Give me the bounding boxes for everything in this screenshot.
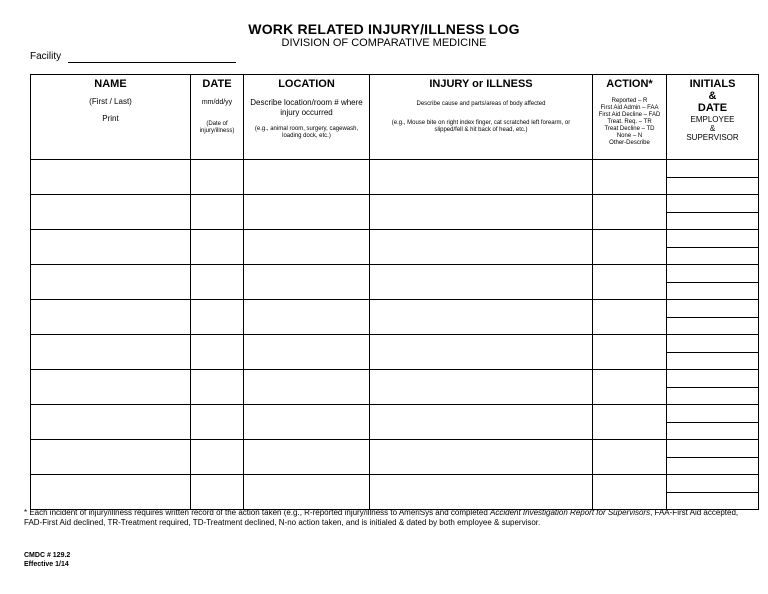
action-cell[interactable] xyxy=(593,370,667,405)
location-cell[interactable] xyxy=(244,405,370,440)
initials-header-sub3: SUPERVISOR xyxy=(686,133,739,142)
injury-cell[interactable] xyxy=(370,230,593,265)
form-info xyxy=(24,551,70,569)
name-cell[interactable] xyxy=(31,475,191,510)
name-cell[interactable] xyxy=(31,440,191,475)
date-header xyxy=(191,75,244,160)
injury-cell[interactable] xyxy=(370,335,593,370)
injury-cell[interactable] xyxy=(370,300,593,335)
employee-initials-field[interactable] xyxy=(667,230,758,248)
location-cell[interactable] xyxy=(244,300,370,335)
employee-initials-field[interactable] xyxy=(667,405,758,423)
action-code: Treat. Req. – TR xyxy=(607,119,652,125)
action-code: First Aid Decline – FAD xyxy=(598,112,661,118)
location-cell[interactable] xyxy=(244,195,370,230)
location-cell[interactable] xyxy=(244,265,370,300)
form-number: CMDC # 129.2 xyxy=(24,552,71,559)
date-cell[interactable] xyxy=(191,160,244,195)
log-entry-row xyxy=(31,475,759,510)
initials-split xyxy=(667,335,758,369)
supervisor-initials-field[interactable] xyxy=(667,493,758,510)
name-cell[interactable] xyxy=(31,370,191,405)
action-header xyxy=(593,75,667,160)
initials-split xyxy=(667,475,758,509)
log-body xyxy=(31,160,759,510)
action-code-list xyxy=(593,98,666,147)
initials-cell xyxy=(667,335,759,370)
log-entry-row xyxy=(31,300,759,335)
initials-cell xyxy=(667,230,759,265)
initials-split xyxy=(667,160,758,194)
name-cell[interactable] xyxy=(31,265,191,300)
date-cell[interactable] xyxy=(191,440,244,475)
location-header-sub1: Describe location/room # where injury occurred xyxy=(250,98,363,117)
initials-cell xyxy=(667,195,759,230)
initials-split xyxy=(667,440,758,474)
supervisor-initials-field[interactable] xyxy=(667,353,758,370)
location-cell[interactable] xyxy=(244,370,370,405)
location-cell[interactable] xyxy=(244,475,370,510)
injury-cell[interactable] xyxy=(370,370,593,405)
location-cell[interactable] xyxy=(244,335,370,370)
supervisor-initials-field[interactable] xyxy=(667,178,758,195)
initials-split xyxy=(667,300,758,334)
action-cell[interactable] xyxy=(593,335,667,370)
date-cell[interactable] xyxy=(191,475,244,510)
action-cell[interactable] xyxy=(593,195,667,230)
location-cell[interactable] xyxy=(244,230,370,265)
date-cell[interactable] xyxy=(191,335,244,370)
employee-initials-field[interactable] xyxy=(667,300,758,318)
action-header-title: ACTION* xyxy=(606,78,653,90)
initials-header-title1: INITIALS xyxy=(689,78,736,90)
supervisor-initials-field[interactable] xyxy=(667,423,758,440)
date-cell[interactable] xyxy=(191,265,244,300)
location-header-title: LOCATION xyxy=(278,78,335,90)
date-cell[interactable] xyxy=(191,230,244,265)
action-cell[interactable] xyxy=(593,300,667,335)
injury-header-title: INJURY or ILLNESS xyxy=(429,78,533,90)
date-cell[interactable] xyxy=(191,195,244,230)
action-cell[interactable] xyxy=(593,230,667,265)
employee-initials-field[interactable] xyxy=(667,335,758,353)
employee-initials-field[interactable] xyxy=(667,195,758,213)
action-cell[interactable] xyxy=(593,405,667,440)
injury-cell[interactable] xyxy=(370,195,593,230)
initials-split xyxy=(667,230,758,264)
footnote-text: , FAA-First Aid accepted, FAD-First Aid declined, TR-Treatment required, TD-Treatment declined, N-no action taken, and is initialed & dated by both employee & supervisor. xyxy=(24,508,739,527)
form-subtitle: DIVISION OF COMPARATIVE MEDICINE xyxy=(281,37,487,49)
action-code: Treat Decline – TD xyxy=(604,126,655,132)
initials-cell xyxy=(667,300,759,335)
supervisor-initials-field[interactable] xyxy=(667,213,758,230)
employee-initials-field[interactable] xyxy=(667,160,758,178)
injury-cell[interactable] xyxy=(370,160,593,195)
action-code: None – N xyxy=(616,133,643,139)
supervisor-initials-field[interactable] xyxy=(667,283,758,300)
name-cell[interactable] xyxy=(31,405,191,440)
location-header xyxy=(244,75,370,160)
name-cell[interactable] xyxy=(31,160,191,195)
log-entry-row xyxy=(31,265,759,300)
header-row xyxy=(31,75,759,160)
log-entry-row xyxy=(31,370,759,405)
initials-split xyxy=(667,370,758,404)
action-code: Reported – R xyxy=(611,98,648,104)
name-header-title: NAME xyxy=(94,78,127,90)
location-cell[interactable] xyxy=(244,440,370,475)
initials-split xyxy=(667,405,758,439)
initials-header-sub2: & xyxy=(709,124,716,133)
initials-header-sub1: EMPLOYEE xyxy=(690,115,735,124)
action-code: First Aid Admin – FAA xyxy=(600,105,659,111)
initials-header-title2: & xyxy=(708,90,717,102)
form-effective-date: Effective 1/14 xyxy=(24,561,69,568)
date-cell[interactable] xyxy=(191,405,244,440)
action-cell[interactable] xyxy=(593,160,667,195)
initials-header-title3: DATE xyxy=(697,102,728,114)
initials-split xyxy=(667,195,758,229)
date-cell[interactable] xyxy=(191,370,244,405)
log-entry-row xyxy=(31,230,759,265)
action-cell[interactable] xyxy=(593,475,667,510)
name-cell[interactable] xyxy=(31,300,191,335)
supervisor-initials-field[interactable] xyxy=(667,318,758,335)
name-cell[interactable] xyxy=(31,230,191,265)
date-cell[interactable] xyxy=(191,300,244,335)
facility-field[interactable] xyxy=(68,62,236,63)
action-code: Other-Describe xyxy=(609,140,650,146)
location-header-sub2: (e.g., animal room, surgery, cagewash, loading dock, etc.) xyxy=(254,126,359,139)
supervisor-initials-field[interactable] xyxy=(667,388,758,405)
facility-label: Facility xyxy=(30,51,62,62)
form-title: WORK RELATED INJURY/ILLNESS LOG xyxy=(248,21,520,37)
initials-cell xyxy=(667,370,759,405)
name-cell[interactable] xyxy=(31,195,191,230)
footnote-text: * Each incident of injury/illness requires written record of the action taken (e.g., R-reported injury/illness to AmeriSys and completed xyxy=(24,508,490,517)
injury-log-table xyxy=(30,74,759,510)
date-header-title: DATE xyxy=(202,78,232,90)
initials-cell xyxy=(667,160,759,195)
injury-header xyxy=(370,75,593,160)
log-entry-row xyxy=(31,440,759,475)
log-entry-row xyxy=(31,335,759,370)
employee-initials-field[interactable] xyxy=(667,475,758,493)
initials-cell xyxy=(667,475,759,510)
initials-cell xyxy=(667,265,759,300)
name-cell[interactable] xyxy=(31,335,191,370)
location-cell[interactable] xyxy=(244,160,370,195)
supervisor-initials-field[interactable] xyxy=(667,248,758,265)
name-header-sub2: Print xyxy=(102,114,119,123)
footnote xyxy=(24,508,754,528)
name-header xyxy=(31,75,191,160)
injury-header-sub1: Describe cause and parts/areas of body affected xyxy=(416,101,546,107)
log-entry-row xyxy=(31,160,759,195)
injury-header-sub2: (e.g., Mouse bite on right index finger, cat scratched left forearm, or slipped/fell & hit back of head, etc.) xyxy=(391,120,571,133)
date-header-sub1: mm/dd/yy xyxy=(201,99,233,106)
initials-cell xyxy=(667,440,759,475)
injury-cell[interactable] xyxy=(370,440,593,475)
name-header-sub1: (First / Last) xyxy=(89,97,132,106)
employee-initials-field[interactable] xyxy=(667,370,758,388)
footnote-report-name: Accident Investigation Report for Supervisors xyxy=(490,508,651,517)
employee-initials-field[interactable] xyxy=(667,440,758,458)
injury-cell[interactable] xyxy=(370,265,593,300)
action-cell[interactable] xyxy=(593,265,667,300)
injury-cell[interactable] xyxy=(370,405,593,440)
injury-cell[interactable] xyxy=(370,475,593,510)
initials-cell xyxy=(667,405,759,440)
employee-initials-field[interactable] xyxy=(667,265,758,283)
initials-split xyxy=(667,265,758,299)
log-entry-row xyxy=(31,405,759,440)
supervisor-initials-field[interactable] xyxy=(667,458,758,475)
initials-header xyxy=(667,75,759,160)
action-cell[interactable] xyxy=(593,440,667,475)
date-header-sub2: (Date of injury/illness) xyxy=(199,121,235,134)
log-entry-row xyxy=(31,195,759,230)
